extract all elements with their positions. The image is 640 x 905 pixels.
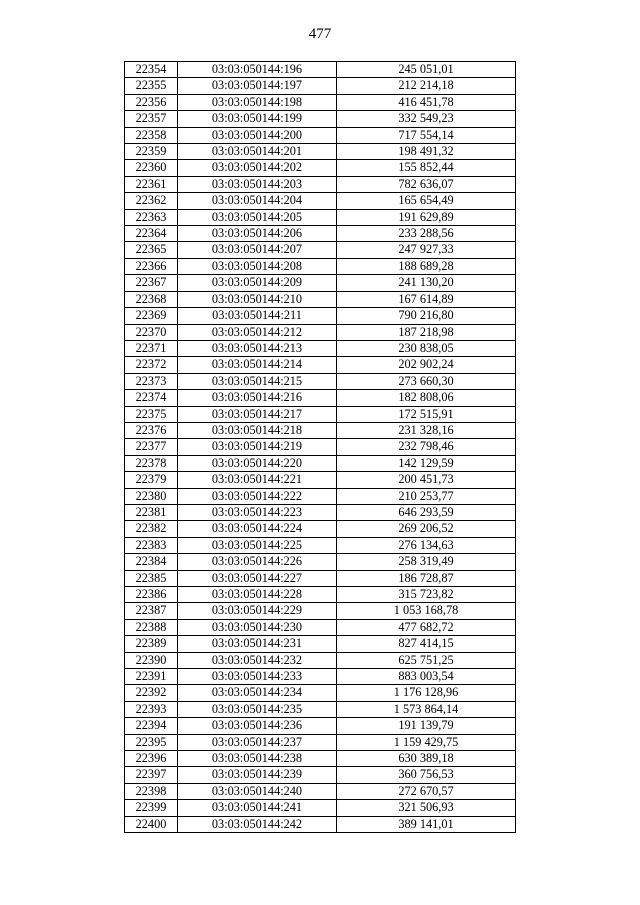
table-row xyxy=(125,488,516,504)
value-cell: 790 216,80 xyxy=(337,308,516,324)
value-cell: 1 053 168,78 xyxy=(337,603,516,619)
row-number-cell: 22381 xyxy=(125,504,178,520)
value-cell: 883 003,54 xyxy=(337,669,516,685)
row-number-cell: 22366 xyxy=(125,258,178,274)
cadastral-number-cell: 03:03:050144:197 xyxy=(178,78,337,94)
table-row xyxy=(125,422,516,438)
cadastral-number-cell: 03:03:050144:231 xyxy=(178,636,337,652)
cadastral-number-cell: 03:03:050144:230 xyxy=(178,619,337,635)
table-row xyxy=(125,144,516,160)
value-cell: 269 206,52 xyxy=(337,521,516,537)
table-row xyxy=(125,472,516,488)
cadastral-number-cell: 03:03:050144:202 xyxy=(178,160,337,176)
row-number-cell: 22390 xyxy=(125,652,178,668)
value-cell: 273 660,30 xyxy=(337,373,516,389)
table-row xyxy=(125,587,516,603)
value-cell: 276 134,63 xyxy=(337,537,516,553)
table-row xyxy=(125,111,516,127)
value-cell: 232 798,46 xyxy=(337,439,516,455)
row-number-cell: 22361 xyxy=(125,176,178,192)
row-number-cell: 22372 xyxy=(125,357,178,373)
cadastral-number-cell: 03:03:050144:236 xyxy=(178,718,337,734)
table-row xyxy=(125,504,516,520)
row-number-cell: 22356 xyxy=(125,94,178,110)
table-row xyxy=(125,636,516,652)
table-row xyxy=(125,308,516,324)
row-number-cell: 22380 xyxy=(125,488,178,504)
cadastral-number-cell: 03:03:050144:229 xyxy=(178,603,337,619)
cadastral-number-cell: 03:03:050144:196 xyxy=(178,62,337,78)
cadastral-number-cell: 03:03:050144:211 xyxy=(178,308,337,324)
row-number-cell: 22358 xyxy=(125,127,178,143)
value-cell: 321 506,93 xyxy=(337,800,516,816)
row-number-cell: 22375 xyxy=(125,406,178,422)
value-cell: 717 554,14 xyxy=(337,127,516,143)
row-number-cell: 22397 xyxy=(125,767,178,783)
table-row xyxy=(125,160,516,176)
value-cell: 258 319,49 xyxy=(337,554,516,570)
cadastral-number-cell: 03:03:050144:214 xyxy=(178,357,337,373)
table-row xyxy=(125,193,516,209)
row-number-cell: 22367 xyxy=(125,275,178,291)
row-number-cell: 22362 xyxy=(125,193,178,209)
value-cell: 198 491,32 xyxy=(337,144,516,160)
cadastral-number-cell: 03:03:050144:227 xyxy=(178,570,337,586)
table-row xyxy=(125,291,516,307)
cadastral-number-cell: 03:03:050144:200 xyxy=(178,127,337,143)
value-cell: 241 130,20 xyxy=(337,275,516,291)
cadastral-number-cell: 03:03:050144:213 xyxy=(178,340,337,356)
table-row xyxy=(125,800,516,816)
cadastral-number-cell: 03:03:050144:220 xyxy=(178,455,337,471)
row-number-cell: 22377 xyxy=(125,439,178,455)
row-number-cell: 22368 xyxy=(125,291,178,307)
cadastral-number-cell: 03:03:050144:221 xyxy=(178,472,337,488)
row-number-cell: 22391 xyxy=(125,669,178,685)
value-cell: 646 293,59 xyxy=(337,504,516,520)
table-row xyxy=(125,340,516,356)
cadastral-number-cell: 03:03:050144:219 xyxy=(178,439,337,455)
row-number-cell: 22394 xyxy=(125,718,178,734)
table-row xyxy=(125,275,516,291)
table-row xyxy=(125,701,516,717)
value-cell: 1 573 864,14 xyxy=(337,701,516,717)
table-row xyxy=(125,390,516,406)
row-number-cell: 22376 xyxy=(125,422,178,438)
value-cell: 630 389,18 xyxy=(337,751,516,767)
row-number-cell: 22387 xyxy=(125,603,178,619)
table-row xyxy=(125,718,516,734)
table-row xyxy=(125,669,516,685)
value-cell: 233 288,56 xyxy=(337,226,516,242)
value-cell: 332 549,23 xyxy=(337,111,516,127)
value-cell: 231 328,16 xyxy=(337,422,516,438)
row-number-cell: 22357 xyxy=(125,111,178,127)
row-number-cell: 22364 xyxy=(125,226,178,242)
value-cell: 155 852,44 xyxy=(337,160,516,176)
data-table xyxy=(124,61,516,833)
row-number-cell: 22389 xyxy=(125,636,178,652)
cadastral-number-cell: 03:03:050144:228 xyxy=(178,587,337,603)
value-cell: 182 808,06 xyxy=(337,390,516,406)
row-number-cell: 22355 xyxy=(125,78,178,94)
cadastral-number-cell: 03:03:050144:198 xyxy=(178,94,337,110)
row-number-cell: 22373 xyxy=(125,373,178,389)
table-row xyxy=(125,652,516,668)
value-cell: 202 902,24 xyxy=(337,357,516,373)
cadastral-number-cell: 03:03:050144:239 xyxy=(178,767,337,783)
cadastral-number-cell: 03:03:050144:212 xyxy=(178,324,337,340)
value-cell: 165 654,49 xyxy=(337,193,516,209)
value-cell: 247 927,33 xyxy=(337,242,516,258)
cadastral-number-cell: 03:03:050144:232 xyxy=(178,652,337,668)
value-cell: 191 629,89 xyxy=(337,209,516,225)
value-cell: 315 723,82 xyxy=(337,587,516,603)
table-row xyxy=(125,258,516,274)
cadastral-number-cell: 03:03:050144:215 xyxy=(178,373,337,389)
row-number-cell: 22388 xyxy=(125,619,178,635)
cadastral-number-cell: 03:03:050144:233 xyxy=(178,669,337,685)
row-number-cell: 22363 xyxy=(125,209,178,225)
row-number-cell: 22393 xyxy=(125,701,178,717)
table-row xyxy=(125,570,516,586)
value-cell: 416 451,78 xyxy=(337,94,516,110)
value-cell: 389 141,01 xyxy=(337,816,516,832)
row-number-cell: 22360 xyxy=(125,160,178,176)
row-number-cell: 22354 xyxy=(125,62,178,78)
cadastral-number-cell: 03:03:050144:217 xyxy=(178,406,337,422)
row-number-cell: 22383 xyxy=(125,537,178,553)
value-cell: 212 214,18 xyxy=(337,78,516,94)
value-cell: 625 751,25 xyxy=(337,652,516,668)
cadastral-number-cell: 03:03:050144:226 xyxy=(178,554,337,570)
table-row xyxy=(125,751,516,767)
value-cell: 782 636,07 xyxy=(337,176,516,192)
table-row xyxy=(125,406,516,422)
table-row xyxy=(125,324,516,340)
row-number-cell: 22392 xyxy=(125,685,178,701)
row-number-cell: 22395 xyxy=(125,734,178,750)
value-cell: 142 129,59 xyxy=(337,455,516,471)
table-row xyxy=(125,619,516,635)
row-number-cell: 22359 xyxy=(125,144,178,160)
value-cell: 477 682,72 xyxy=(337,619,516,635)
cadastral-number-cell: 03:03:050144:201 xyxy=(178,144,337,160)
table-row xyxy=(125,455,516,471)
value-cell: 188 689,28 xyxy=(337,258,516,274)
cadastral-number-cell: 03:03:050144:237 xyxy=(178,734,337,750)
table-row xyxy=(125,226,516,242)
value-cell: 827 414,15 xyxy=(337,636,516,652)
row-number-cell: 22399 xyxy=(125,800,178,816)
table-row xyxy=(125,373,516,389)
row-number-cell: 22371 xyxy=(125,340,178,356)
cadastral-number-cell: 03:03:050144:224 xyxy=(178,521,337,537)
row-number-cell: 22365 xyxy=(125,242,178,258)
cadastral-number-cell: 03:03:050144:207 xyxy=(178,242,337,258)
table-row xyxy=(125,783,516,799)
table-row xyxy=(125,767,516,783)
table-row xyxy=(125,357,516,373)
table-row xyxy=(125,537,516,553)
cadastral-number-cell: 03:03:050144:209 xyxy=(178,275,337,291)
cadastral-number-cell: 03:03:050144:210 xyxy=(178,291,337,307)
table-row xyxy=(125,816,516,832)
table-row xyxy=(125,521,516,537)
row-number-cell: 22378 xyxy=(125,455,178,471)
table-row xyxy=(125,127,516,143)
value-cell: 360 756,53 xyxy=(337,767,516,783)
table-row xyxy=(125,94,516,110)
table-row xyxy=(125,734,516,750)
value-cell: 245 051,01 xyxy=(337,62,516,78)
cadastral-number-cell: 03:03:050144:204 xyxy=(178,193,337,209)
cadastral-number-cell: 03:03:050144:199 xyxy=(178,111,337,127)
cadastral-number-cell: 03:03:050144:234 xyxy=(178,685,337,701)
value-cell: 1 176 128,96 xyxy=(337,685,516,701)
table-row xyxy=(125,176,516,192)
table-row xyxy=(125,62,516,78)
cadastral-number-cell: 03:03:050144:235 xyxy=(178,701,337,717)
table-row xyxy=(125,209,516,225)
row-number-cell: 22370 xyxy=(125,324,178,340)
page-number: 477 xyxy=(308,26,332,42)
table-row xyxy=(125,242,516,258)
table-body xyxy=(125,62,516,833)
value-cell: 167 614,89 xyxy=(337,291,516,307)
value-cell: 210 253,77 xyxy=(337,488,516,504)
row-number-cell: 22400 xyxy=(125,816,178,832)
table-row xyxy=(125,685,516,701)
cadastral-number-cell: 03:03:050144:238 xyxy=(178,751,337,767)
row-number-cell: 22384 xyxy=(125,554,178,570)
row-number-cell: 22396 xyxy=(125,751,178,767)
cadastral-number-cell: 03:03:050144:206 xyxy=(178,226,337,242)
cadastral-number-cell: 03:03:050144:208 xyxy=(178,258,337,274)
table-row xyxy=(125,439,516,455)
cadastral-number-cell: 03:03:050144:203 xyxy=(178,176,337,192)
value-cell: 191 139,79 xyxy=(337,718,516,734)
value-cell: 272 670,57 xyxy=(337,783,516,799)
cadastral-number-cell: 03:03:050144:218 xyxy=(178,422,337,438)
row-number-cell: 22386 xyxy=(125,587,178,603)
table-row xyxy=(125,78,516,94)
row-number-cell: 22398 xyxy=(125,783,178,799)
cadastral-number-cell: 03:03:050144:222 xyxy=(178,488,337,504)
cadastral-number-cell: 03:03:050144:216 xyxy=(178,390,337,406)
table-row xyxy=(125,554,516,570)
value-cell: 1 159 429,75 xyxy=(337,734,516,750)
value-cell: 187 218,98 xyxy=(337,324,516,340)
value-cell: 200 451,73 xyxy=(337,472,516,488)
cadastral-number-cell: 03:03:050144:241 xyxy=(178,800,337,816)
row-number-cell: 22369 xyxy=(125,308,178,324)
row-number-cell: 22385 xyxy=(125,570,178,586)
table-row xyxy=(125,603,516,619)
cadastral-number-cell: 03:03:050144:240 xyxy=(178,783,337,799)
row-number-cell: 22379 xyxy=(125,472,178,488)
cadastral-number-cell: 03:03:050144:205 xyxy=(178,209,337,225)
value-cell: 172 515,91 xyxy=(337,406,516,422)
cadastral-number-cell: 03:03:050144:242 xyxy=(178,816,337,832)
row-number-cell: 22374 xyxy=(125,390,178,406)
cadastral-number-cell: 03:03:050144:225 xyxy=(178,537,337,553)
row-number-cell: 22382 xyxy=(125,521,178,537)
cadastral-number-cell: 03:03:050144:223 xyxy=(178,504,337,520)
value-cell: 186 728,87 xyxy=(337,570,516,586)
value-cell: 230 838,05 xyxy=(337,340,516,356)
